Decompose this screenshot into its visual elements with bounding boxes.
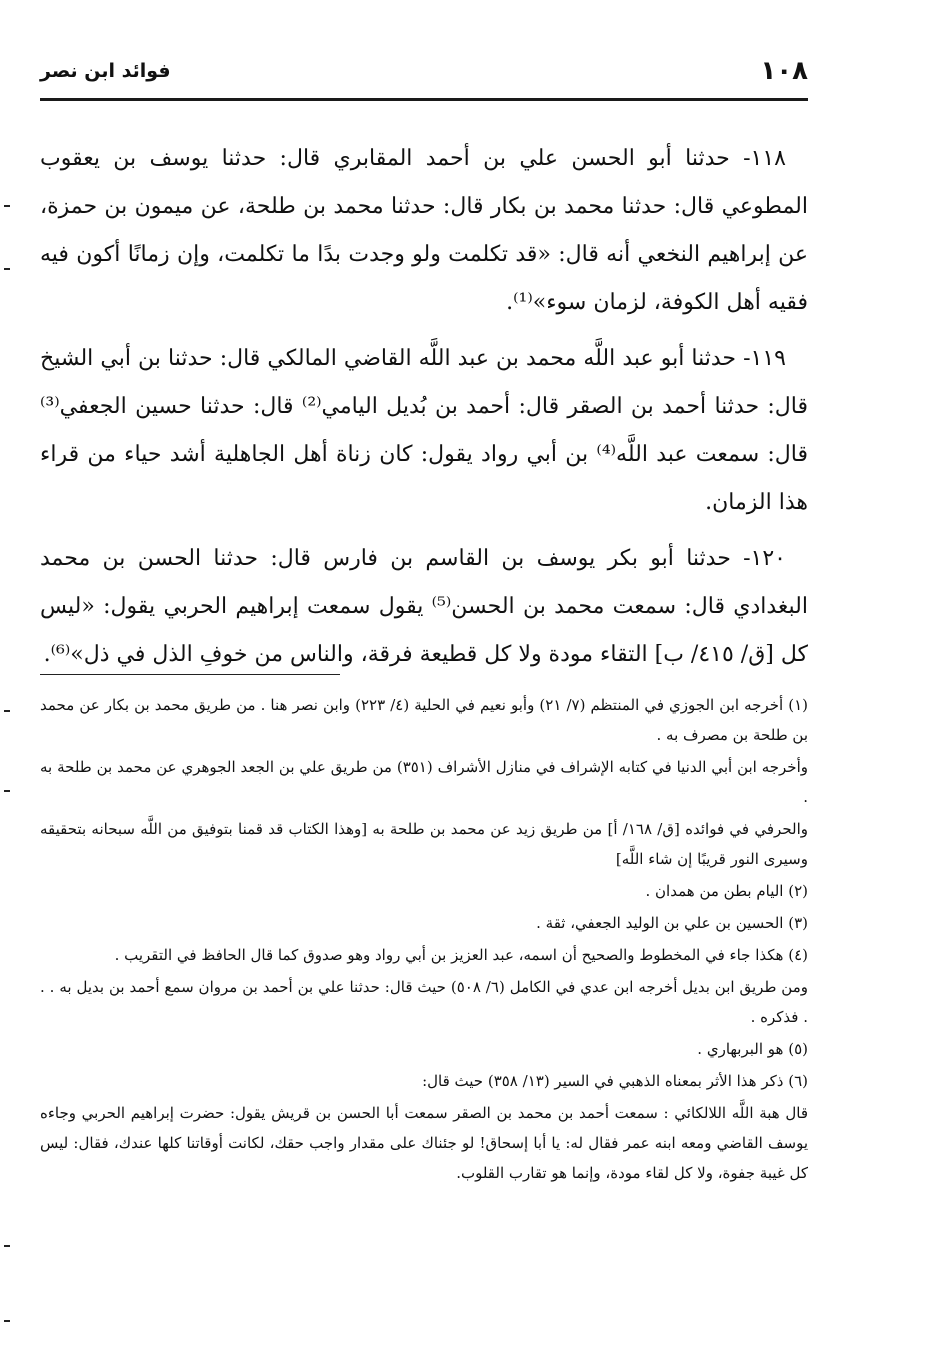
footnote-2: (٢) اليام بطن من همدان . bbox=[645, 882, 808, 900]
footnote-divider bbox=[40, 674, 340, 675]
hadith-119: ١١٩- حدثنا أبو عبد اللَّه محمد بن عبد اللَّه القاضي المالكي قال: حدثنا بن أبي الشيخ قال: حدثنا أحمد بن الصقر قال: أحمد بن بُديل اليامي⁽²⁾ قال: حدثنا حسين الجعفي⁽³⁾ قال: سمعت عبد اللَّه⁽⁴⁾ بن أبي رواد يقول: كان زناة أهل الجاهلية أشد حياء من قراء هذا الزمان. bbox=[40, 346, 809, 515]
scan-mark bbox=[4, 790, 10, 792]
footnote-6: (٦) ذكر هذا الأثر بمعناه الذهبي في السير (١٣/ ٣٥٨) حيث قال: bbox=[422, 1072, 808, 1090]
scan-mark bbox=[4, 268, 10, 270]
scan-mark bbox=[4, 1320, 10, 1322]
footnote-5: (٥) هو البربهاري . bbox=[697, 1040, 808, 1058]
hadith-120: ١٢٠- حدثنا أبو بكر يوسف بن القاسم بن فارس قال: حدثنا الحسن بن محمد البغدادي قال: سمعت محمد بن الحسن⁽⁵⁾ يقول سمعت إبراهيم الحربي يقول: «ليس كل [ق/ ٤١٥/ ب] التقاء مودة ولا كل قطيعة فرقة، والناس من خوفِ الذل في ذل»⁽⁶⁾. bbox=[40, 546, 809, 667]
main-text bbox=[40, 135, 808, 687]
scan-mark bbox=[4, 1245, 10, 1247]
footnote-4: (٤) هكذا جاء في المخطوط والصحيح أن اسمه، عبد العزيز بن أبي رواد وهو صدوق كما قال الحافظ في التقريب . bbox=[114, 946, 808, 964]
footnote-1-cont: وأخرجه ابن أبي الدنيا في كتابه الإشراف في منازل الأشراف (٣٥١) من طريق علي بن الجعد الجوهري عن محمد بن طلحة به . bbox=[40, 758, 808, 806]
page-number: ١٠٨ bbox=[760, 56, 808, 86]
footnote-1: (١) أخرجه ابن الجوزي في المنتظم (٧/ ٢١) وأبو نعيم في الحلية (٤/ ٢٢٣) وابن نصر هنا . من طريق محمد بن بكار عن محمد بن طلحة بن مصرف به . bbox=[40, 696, 808, 744]
footnote-3: (٣) الحسين بن علي بن الوليد الجعفي، ثقة . bbox=[536, 914, 808, 932]
footnotes bbox=[40, 690, 808, 1190]
hadith-118: ١١٨- حدثنا أبو الحسن علي بن أحمد المقابري قال: حدثنا يوسف بن يعقوب المطوعي قال: حدثنا محمد بن بكار قال: حدثنا محمد بن طلحة، عن ميمون بن حمزة، عن إبراهيم النخعي أنه قال: «قد تكلمت ولو وجدت بدًا ما تكلمت، وإن زمانًا أكون فيه فقيه أهل الكوفة، لزمان سوء»⁽¹⁾. bbox=[40, 146, 808, 315]
scan-mark bbox=[4, 205, 10, 207]
page-header bbox=[40, 50, 808, 101]
scan-mark bbox=[4, 710, 10, 712]
footnote-1-cont: والحرفي في فوائده [ق/ ١٦٨/ أ] من طريق زيد عن محمد بن طلحة به [وهذا الكتاب قد قمنا بتوفيق من اللَّه سبحانه بتحقيقه وسيرى النور قريبًا إن شاء اللَّه] bbox=[40, 820, 808, 868]
book-title: فوائد ابن نصر bbox=[40, 60, 171, 82]
footnote-4-cont: ومن طريق ابن بديل أخرجه ابن عدي في الكامل (٦/ ٥٠٨) حيث قال: حدثنا علي بن أحمد بن مروان سمع أحمد بن بديل به . . . فذكره . bbox=[40, 978, 808, 1026]
footnote-6-cont: قال هبة اللَّه اللالكائي : سمعت أحمد بن محمد بن الصقر سمعت أبا الحسن بن قريش يقول: حضرت إبراهيم الحربي وجاءه يوسف القاضي ومعه ابنه عمر فقال له: يا أبا إسحاق! لو جئناك على مقدار واجب حقك، لكانت أوقاتنا كلها عندك، فقال: ليس كل غيبة جفوة، ولا كل لقاء مودة، وإنما هو تقارب القلوب. bbox=[40, 1104, 808, 1182]
